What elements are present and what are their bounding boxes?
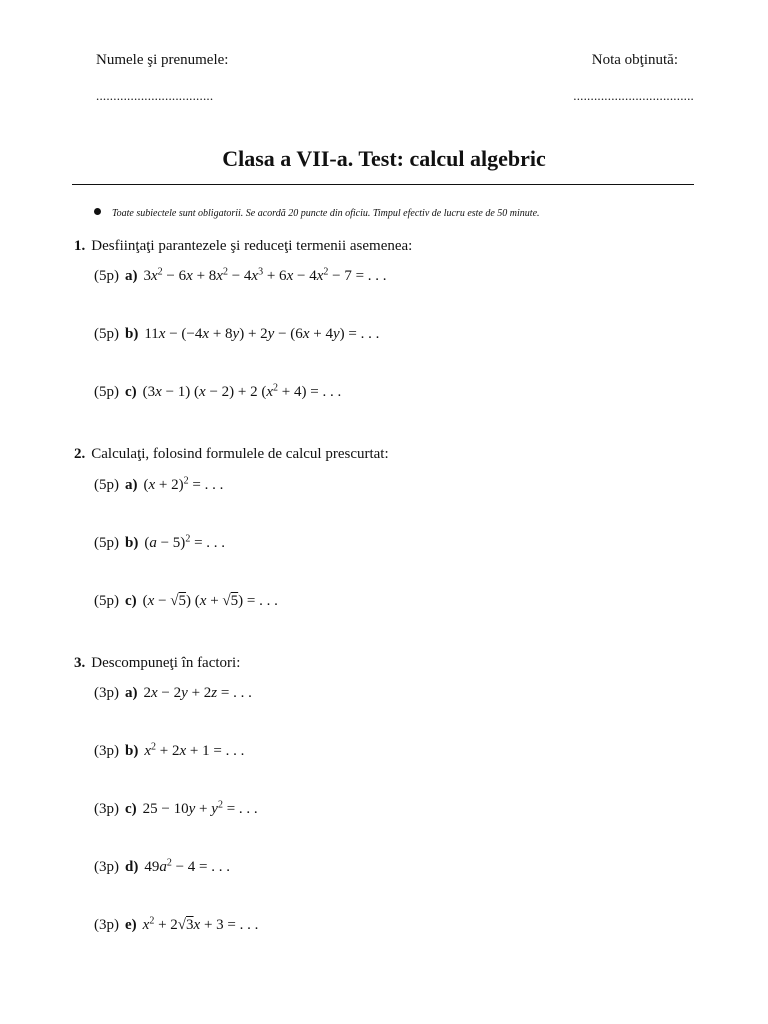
exercise-3c bbox=[94, 801, 258, 818]
item-letter: e) bbox=[125, 917, 137, 933]
item-letter: d) bbox=[125, 859, 139, 875]
math-expression: $x^2 + 2√3x + 3$ = . . . bbox=[142, 915, 259, 933]
bullet-icon bbox=[94, 208, 101, 215]
exercise-text: Descompuneţi în factori: bbox=[91, 655, 241, 671]
points: (5p) bbox=[94, 593, 119, 609]
item-letter: c) bbox=[125, 801, 137, 817]
exercise-1-heading bbox=[74, 238, 412, 255]
exercise-3-heading bbox=[74, 655, 240, 672]
points: (3p) bbox=[94, 685, 119, 701]
exercise-2-heading bbox=[74, 446, 389, 463]
math-expression: 2x − 2y + 2z = . . . bbox=[143, 685, 252, 701]
item-letter: c) bbox=[125, 593, 137, 609]
math-expression: $49a^2 - 4$ = . . . bbox=[144, 857, 231, 875]
exercise-3b bbox=[94, 743, 244, 760]
item-letter: b) bbox=[125, 535, 139, 551]
exercise-3d bbox=[94, 859, 230, 876]
points: (3p) bbox=[94, 801, 119, 817]
math-expression: 11x − (−4x + 8y) + 2y − (6x + 4y) = . . . bbox=[144, 326, 380, 342]
item-letter: b) bbox=[125, 326, 139, 342]
name-label: Numele şi prenumele: bbox=[96, 52, 229, 68]
exercise-1c bbox=[94, 384, 341, 401]
points: (5p) bbox=[94, 384, 119, 400]
points: (3p) bbox=[94, 917, 119, 933]
exercise-2b bbox=[94, 535, 225, 552]
grade-label: Nota obţinută: bbox=[591, 52, 678, 68]
item-letter: a) bbox=[125, 268, 138, 284]
exercise-number: 1. bbox=[74, 238, 86, 254]
math-expression: (x − √5) (x + √5) = . . . bbox=[142, 593, 278, 609]
item-letter: a) bbox=[125, 477, 138, 493]
item-letter: b) bbox=[125, 743, 139, 759]
exercise-1a bbox=[94, 268, 387, 285]
exercise-text: Desfiinţaţi parantezele şi reduceţi termenii asemenea: bbox=[91, 238, 413, 254]
item-letter: c) bbox=[125, 384, 137, 400]
exercise-2a bbox=[94, 477, 223, 494]
item-letter: a) bbox=[125, 685, 138, 701]
math-expression: $(x + 2)^2$ = . . . bbox=[143, 475, 224, 493]
points: (5p) bbox=[94, 268, 119, 284]
math-expression: $25 - 10y + y^2$ = . . . bbox=[142, 799, 258, 817]
points: (3p) bbox=[94, 859, 119, 875]
title-rule bbox=[72, 184, 694, 185]
math-expression: $(a - 5)^2$ = . . . bbox=[144, 533, 226, 551]
math-expression: $3x^2 - 6x + 8x^2 - 4x^3 + 6x - 4x^2 - 7$ = . . . bbox=[143, 266, 387, 284]
exercise-2c bbox=[94, 593, 278, 610]
page-title: Clasa a VII-a. Test: calcul algebric bbox=[222, 146, 546, 171]
math-expression: $x^2 + 2x + 1$ = . . . bbox=[144, 741, 245, 759]
exercise-1b bbox=[94, 326, 379, 343]
name-blank: .................................. bbox=[96, 88, 214, 103]
math-expression: (3x − 1) (x − 2) + 2 $(x^2 + 4)$ = . . . bbox=[142, 382, 342, 400]
points: (5p) bbox=[94, 535, 119, 551]
points: (5p) bbox=[94, 477, 119, 493]
exercise-number: 2. bbox=[74, 446, 86, 462]
exercise-3a bbox=[94, 685, 252, 702]
points: (5p) bbox=[94, 326, 119, 342]
exercise-text: Calculaţi, folosind formulele de calcul prescurtat: bbox=[91, 446, 389, 462]
exercise-number: 3. bbox=[74, 655, 86, 671]
points: (3p) bbox=[94, 743, 119, 759]
grade-blank: ................................... bbox=[573, 88, 694, 103]
exercise-3e bbox=[94, 917, 258, 934]
instructions-note: Toate subiectele sunt obligatorii. Se acordă 20 puncte din oficiu. Timpul efectiv de lucru este de 50 minute. bbox=[112, 208, 540, 219]
